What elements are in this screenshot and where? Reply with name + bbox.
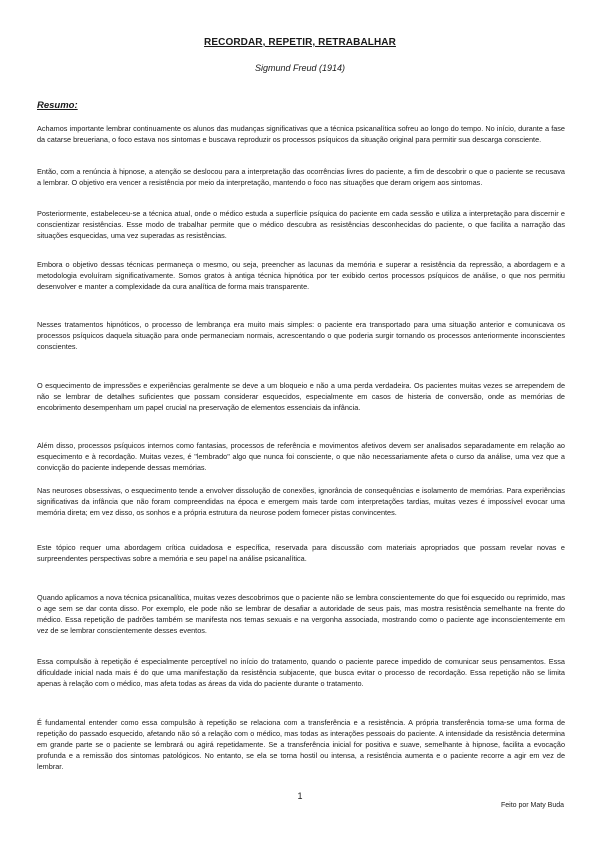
document-author: Sigmund Freud (1914) bbox=[254, 63, 346, 73]
footer-credit: Feito por Maty Buda bbox=[500, 802, 564, 809]
paragraph: Posteriormente, estabeleceu-se a técnica atual, onde o médico estuda a superfície psíquica do paciente em cada sessão e utiliza a interpretação para discernir e conscientizar resistências. Esse modo de trabalhar permite que o médico descubra as resistências desconhecidas do paciente, o que facilita a narração das situações esquecidas, uma vez superadas as resistências. bbox=[37, 209, 565, 240]
paragraph: Então, com a renúncia à hipnose, a atenção se deslocou para a interpretação das ocorrências livres do paciente, a fim de descobrir o que o paciente se recusava a lembrar. O objetivo era vencer a resistência por meio da interpretação, mantendo o foco nas situações que deram origem aos sintomas. bbox=[37, 167, 565, 187]
page-number: 1 bbox=[297, 791, 303, 801]
paragraph: Quando aplicamos a nova técnica psicanalítica, muitas vezes descobrimos que o paciente não se lembra conscientemente do que foi esquecido ou reprimido, mas o age sem se dar conta disso. Por exemplo, ele pode não se lembrar de desafiar a autoridade de seus pais, mas mostra resistência semelhante na frente do médico. Essa repetição de padrões também se manifesta nos temas sexuais e na vergonha associada, mostrando como o paciente age inconscientemente em vez de se lembrar conscientemente desses eventos. bbox=[37, 593, 565, 635]
paragraph: Nas neuroses obsessivas, o esquecimento tende a envolver dissolução de conexões, ignorância de consequências e isolamento de memórias. Para experiências significativas da infância que não foram compreendidas na época e emergem mais tarde com interpretações tardias, muitas vezes é impossível evocar uma memória direta; em vez disso, os sonhos e a própria estrutura da neurose podem fornecer pistas convincentes. bbox=[37, 486, 565, 517]
paragraph: Nesses tratamentos hipnóticos, o processo de lembrança era muito mais simples: o paciente era transportado para uma situação anterior e comunicava os processos psíquicos daquela situação para onde permaneciam normais, acrescentando o que poderia surgir tornando os processos anteriormente inconscientes conscientes. bbox=[37, 320, 565, 351]
paragraph: Este tópico requer uma abordagem crítica cuidadosa e específica, reservada para discussão com materiais apropriados que possam revelar novas e surpreendentes perspectivas sobre a memória e seu papel na análise psicanalítica. bbox=[37, 543, 565, 563]
paragraph: Além disso, processos psíquicos internos como fantasias, processos de referência e movimentos afetivos devem ser analisados separadamente em relação ao esquecimento e à recordação. Muitas vezes, é "lembrado" algo que nunca foi consciente, o que não necessariamente afeta o curso da análise, uma vez que a convicção do paciente independe dessas memórias. bbox=[37, 441, 565, 472]
paragraph: Essa compulsão à repetição é especialmente perceptível no início do tratamento, quando o paciente parece impedido de comunicar seus pensamentos. Essa dificuldade inicial nada mais é do que uma manifestação da resistência subjacente, que busca evitar o processo de recordação. Essa repetição não se limita apenas à relação com o médico, mas afeta todas as áreas da vida do paciente durante o tratamento. bbox=[37, 657, 565, 688]
paragraph: O esquecimento de impressões e experiências geralmente se deve a um bloqueio e não a uma perda verdadeira. Os pacientes muitas vezes se arrependem de não se lembrar de detalhes suficientes que possam considerar esquecidos, especialmente em casos de histeria de conversão, onde as memórias de encobrimento desempenham um papel crucial na preservação de elementos essenciais da infância. bbox=[37, 381, 565, 412]
paragraph: Achamos importante lembrar continuamente os alunos das mudanças significativas que a técnica psicanalítica sofreu ao longo do tempo. No início, durante a fase da catarse breueriana, o foco estava nos sintomas e buscava reproduzir os processos psíquicos da situação original para permitir sua descarga consciente. bbox=[37, 124, 565, 144]
paragraph: É fundamental entender como essa compulsão à repetição se relaciona com a transferência e a resistência. A própria transferência torna-se uma forma de repetição do passado esquecido, afetando não só a relação com o médico, mas todas as interações pessoais do paciente. A intensidade da resistência determina em grande parte se o paciente se lembrará ou agirá repetidamente. Se a transferência inicial for positiva e suave, semelhante à hipnose, facilita a evocação profunda e a remissão dos sintomas patológicos. No entanto, se ela se torna hostil ou intensa, a resistência aumenta e o paciente recorre a agir em vez de lembrar. bbox=[37, 718, 565, 771]
summary-heading: Resumo: bbox=[37, 100, 78, 111]
document-title: RECORDAR, REPETIR, RETRABALHAR bbox=[204, 37, 396, 48]
paragraph: Embora o objetivo dessas técnicas permaneça o mesmo, ou seja, preencher as lacunas da memória e superar a resistência da repressão, a abordagem e a metodologia evoluíram significativamente. Somos gratos à antiga técnica hipnótica por ter exibido certos processos psíquicos de análise, o que nos permitiu desenvolver e manter a complexidade da cura analítica de forma mais transparente. bbox=[37, 260, 565, 291]
